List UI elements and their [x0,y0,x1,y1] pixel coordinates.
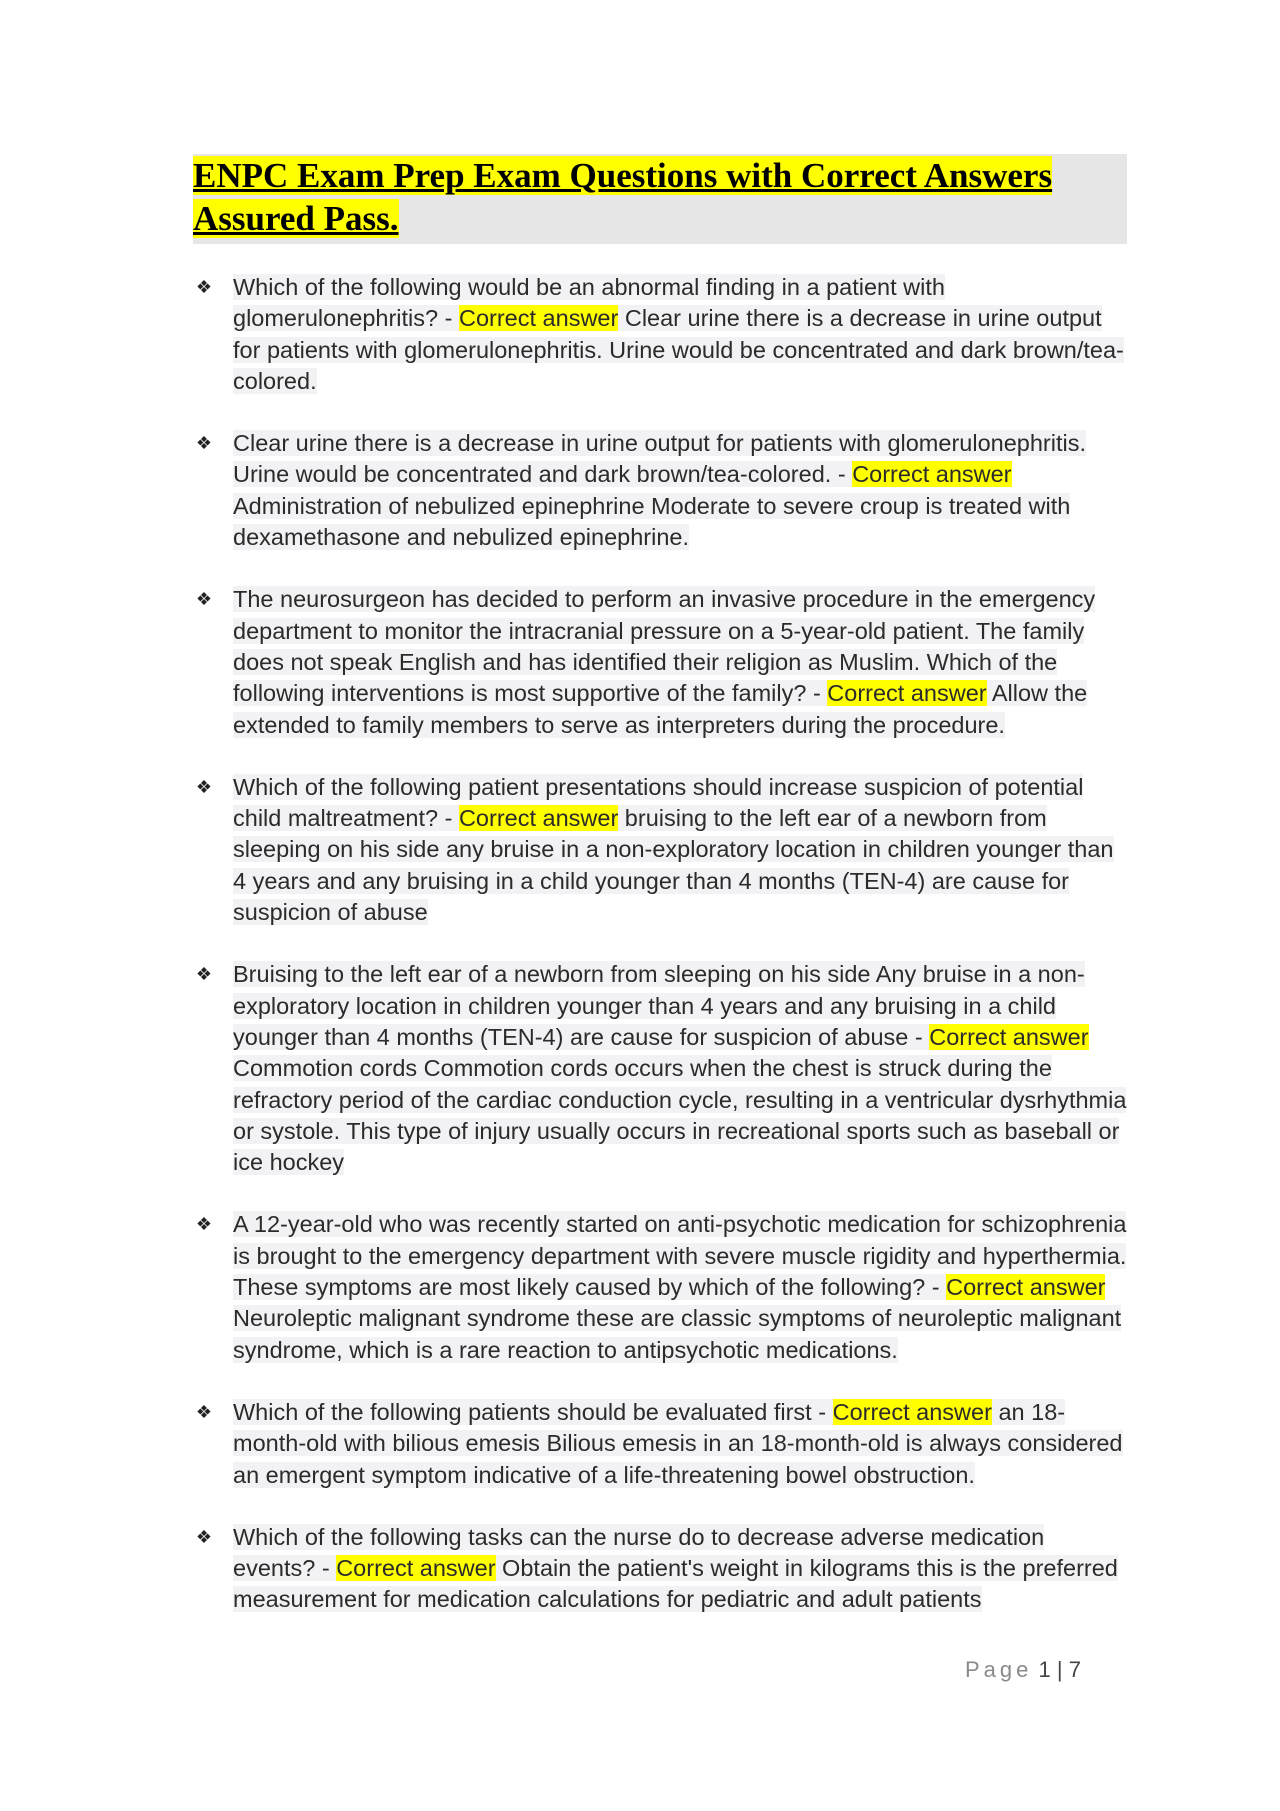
list-item [193,1522,1133,1616]
question-text [233,586,1095,737]
answer-text: Commotion cords Commotion cords occurs when the chest is struck during the refractory period of the cardiac conduction cycle, resulting in a ventricular dysrhythmia or systole. This type of injury usually occurs in recreational sports such as baseball or ice hockey [233,1055,1127,1176]
question-list [193,272,1133,1647]
page-footer [965,1655,1105,1685]
question-text [233,274,1124,394]
list-item [193,772,1133,928]
question-prompt: Bruising to the left ear of a newborn from sleeping on his side Any bruise in a non-exploratory location in children younger than 4 years and any bruising in a child younger than 4 months (TEN-4) are cause for suspicion of abuse - [233,961,1085,1050]
page-title [193,154,1127,240]
footer-separator: | [1056,1657,1063,1682]
question-text [233,1211,1126,1362]
question-text [233,1399,1123,1488]
diamond-bullet-icon: ❖ [195,776,213,797]
list-item [193,1397,1133,1491]
footer-page-word: Page [965,1657,1033,1682]
diamond-bullet-icon: ❖ [195,1401,213,1422]
correct-answer-label: Correct answer [336,1555,496,1582]
correct-answer-label: Correct answer [827,680,987,707]
question-text [233,774,1114,925]
correct-answer-label: Correct answer [458,805,619,832]
question-text [233,430,1086,550]
correct-answer-label: Correct answer [458,305,619,332]
answer-text: an 18-month-old with bilious emesis Bilious emesis in an 18-month-old is always considered an emergent symptom indicative of a life-threatening bowel obstruction. [233,1398,1123,1488]
title-block [193,154,1127,244]
correct-answer-label: Correct answer [929,1023,1089,1050]
footer-total-pages: 7 [1068,1657,1081,1682]
question-prompt: A 12-year-old who was recently started on anti-psychotic medication for schizophrenia is brought to the emergency department with severe muscle rigidity and hyperthermia. These symptoms are most likely caused by which of the following? - [233,1211,1127,1301]
diamond-bullet-icon: ❖ [195,1526,213,1547]
correct-answer-label: Correct answer [832,1398,992,1425]
diamond-bullet-icon: ❖ [195,1214,213,1235]
question-prompt: Clear urine there is a decrease in urine output for patients with glomerulonephritis. Urine would be concentrated and dark brown/tea-colored. - [233,430,1086,488]
question-prompt: Which of the following patient presentations should increase suspicion of potential child maltreatment? - [233,773,1084,832]
list-item [193,428,1133,553]
answer-text: Allow the extended to family members to serve as interpreters during the procedure. [233,680,1088,738]
diamond-bullet-icon: ❖ [195,433,213,454]
list-item [193,1209,1133,1365]
question-prompt: Which of the following would be an abnormal finding in a patient with glomerulonephritis? - [233,274,945,332]
question-prompt: Which of the following patients should be evaluated first - [233,1398,833,1425]
question-prompt: Which of the following tasks can the nurse do to decrease adverse medication events? - [233,1523,1045,1582]
diamond-bullet-icon: ❖ [195,589,213,610]
diamond-bullet-icon: ❖ [195,964,213,985]
correct-answer-label: Correct answer [852,461,1012,488]
page-title-text: ENPC Exam Prep Exam Questions with Correct Answers Assured Pass. [193,156,1053,238]
diamond-bullet-icon: ❖ [195,277,213,297]
question-text [233,1524,1118,1613]
question-text [233,961,1126,1175]
question-prompt: The neurosurgeon has decided to perform an invasive procedure in the emergency department to monitor the intracranial pressure on a 5-year-old patient. The family does not speak English and has identified their religion as Muslim. Which of the following interventions is most supportive of the family? - [233,586,1096,707]
answer-text: Clear urine there is a decrease in urine output for patients with glomerulonephritis. Urine would be concentrated and dark brown/tea-colored. [233,305,1124,394]
correct-answer-label: Correct answer [946,1274,1106,1301]
answer-text: Obtain the patient's weight in kilograms this is the preferred measurement for medication calculations for pediatric and adult patients [233,1555,1118,1613]
list-item [193,272,1133,397]
list-item [193,584,1133,740]
list-item [193,959,1133,1178]
answer-text: Neuroleptic malignant syndrome these are classic symptoms of neuroleptic malignant syndrome, which is a rare reaction to antipsychotic medications. [233,1305,1122,1363]
answer-text: Administration of nebulized epinephrine Moderate to severe croup is treated with dexamethasone and nebulized epinephrine. [233,492,1071,551]
answer-text: bruising to the left ear of a newborn from sleeping on his side any bruise in a non-exploratory location in children younger than 4 years and any bruising in a child younger than 4 months (TEN-4) are cause for suspicion of abuse [233,805,1114,926]
footer-page-number: 1 [1038,1657,1051,1682]
